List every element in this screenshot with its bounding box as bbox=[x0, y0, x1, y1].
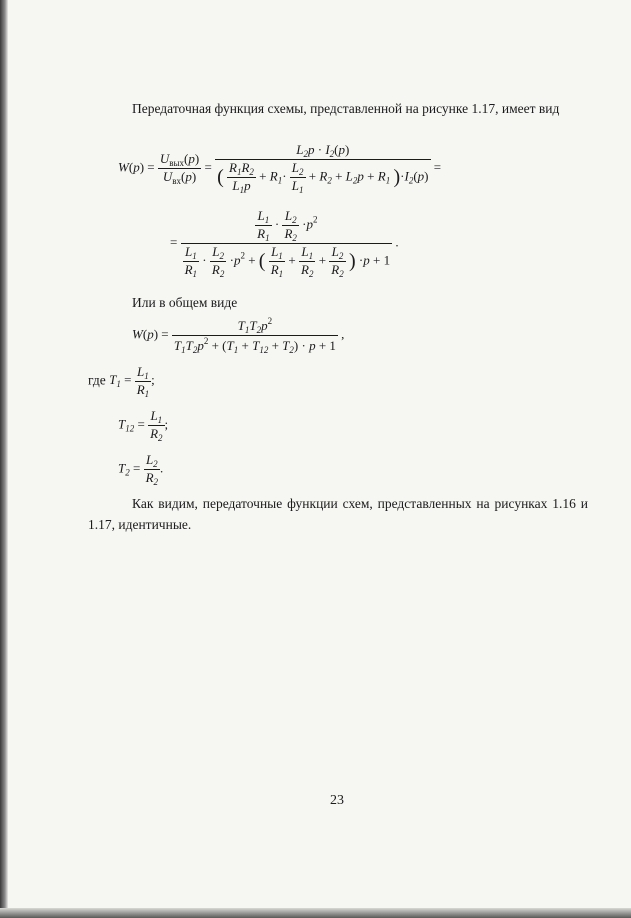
bottom-edge-shadow bbox=[0, 908, 631, 918]
conclusion-paragraph: Как видим, передаточные функции схем, представленных на рисунках 1.16 и 1.17, идентичные. bbox=[88, 496, 588, 532]
definition-t2: $T_2$ = $\frac{L_2}{R_2}$ . bbox=[118, 452, 164, 487]
formula-general-form: W(p) = $\frac{T_1T_2p^2}{T_1T_2p^2 + (T_1 + T_{12} + T_2) \cdot p + 1}$ , bbox=[132, 316, 345, 355]
binding-shadow bbox=[0, 0, 8, 918]
fraction-main-1: $L_2p \cdot I_2(p)$ ( $\frac{R_1R_2}{L_1p}$ + $R_1\cdot$ $\frac{L_2}{L_1}$ + $R_2 + L_2p + R_1$ )$\cdot I_2(p)$ bbox=[217, 142, 429, 195]
fraction-u-out-over-u-in: $\frac{U_{вых}(p)}{U_{вх}(p)}$ bbox=[159, 151, 200, 186]
general-form-label: Или в общем виде bbox=[132, 295, 238, 310]
definition-t12: $T_{12}$ = $\frac{L_1}{R_2}$ ; bbox=[118, 408, 169, 443]
where-label: где bbox=[88, 372, 106, 388]
intro-paragraph: Передаточная функция схемы, представленной на рисунке 1.17, имеет вид bbox=[132, 101, 560, 116]
page-number: 23 bbox=[330, 793, 344, 808]
formula-transfer-function-continued: = $\frac{L_1}{R_1}$ · $\frac{L_2}{R_2}$ $\cdot p^2$ $\frac{L_1}{R_1}$ · $\frac{L_2}{R_2}$ $\cdot p^2$ + ( $\frac{L_1}{R_1}$ + $\frac{L_1}{R_2}$ + $\frac{L_2}{R_2}$ ) ·p + 1 . bbox=[170, 208, 399, 279]
fraction-main-2: $\frac{L_1}{R_1}$ · $\frac{L_2}{R_2}$ $\cdot p^2$ $\frac{L_1}{R_1}$ · $\frac{L_2}{R_2}$ $\cdot p^2$ + ( $\frac{L_1}{R_1}$ + $\frac{L_1}{R_2}$ + $\frac{L_2}{R_2}$ ) ·p + 1 bbox=[181, 208, 393, 279]
definitions-block: где $T_1$ = $\frac{L_1}{R_1}$ ; bbox=[88, 364, 155, 399]
formula-transfer-function: W(p) = $\frac{U_{вых}(p)}{U_{вх}(p)}$ = $L_2p \cdot I_2(p)$ ( $\frac{R_1R_2}{L_1p}$ + $R_1\cdot$ $\frac{L_2}{L_1}$ + $R_2 + L_2p + R_1$ )$\cdot I_2(p)$ = bbox=[118, 142, 442, 195]
